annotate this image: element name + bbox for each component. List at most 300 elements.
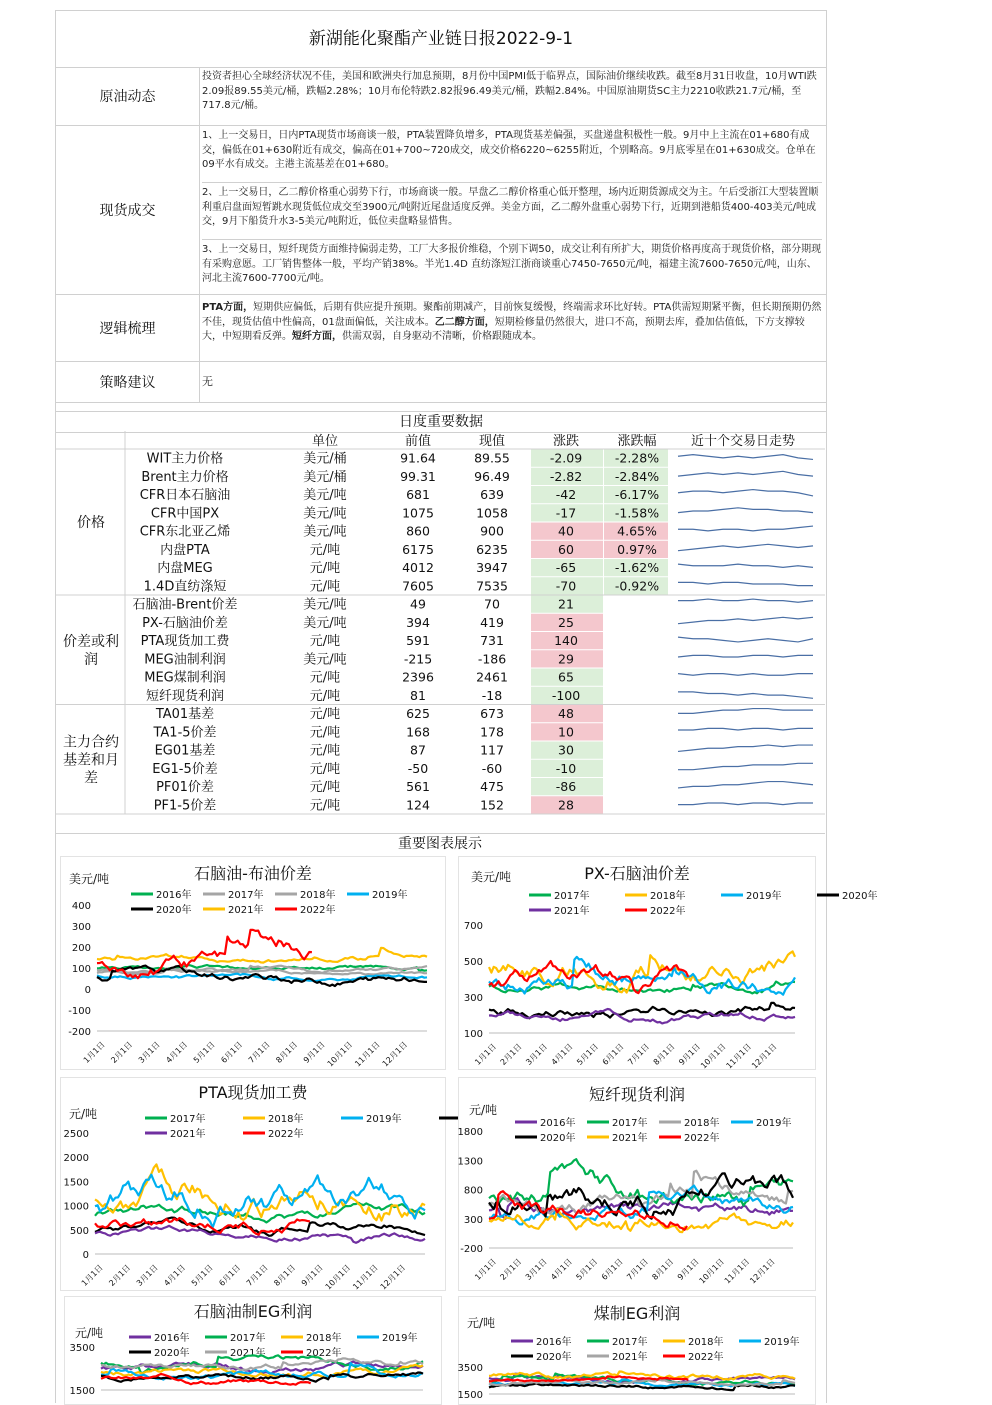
legend-label: 2019年: [746, 891, 782, 902]
y-tick-label: -100: [68, 1006, 91, 1017]
row-unit: 美元/桶: [303, 451, 347, 467]
x-tick-label: 7月1日: [246, 1040, 272, 1065]
legend-label: 2022年: [300, 905, 336, 916]
row-name: EG1-5价差: [152, 761, 218, 777]
legend-label: 2016年: [540, 1118, 576, 1129]
x-tick-label: 12月1日: [378, 1263, 408, 1292]
y-tick-label: 3500: [69, 1343, 95, 1354]
table-row: [152, 723, 813, 740]
legend-label: 2021年: [170, 1129, 206, 1140]
row-unit: 美元/吨: [303, 615, 347, 631]
table-row: [132, 596, 813, 613]
legend-label: 2022年: [268, 1129, 304, 1140]
row-trend-sparkline: [678, 455, 813, 460]
row-name: 1.4D直纺涤短: [143, 579, 227, 595]
x-tick-label: 8月1日: [272, 1263, 298, 1288]
legend-label: 2020年: [842, 891, 878, 902]
row-change: -86: [555, 779, 577, 794]
group-label: 主力合约: [63, 734, 119, 751]
table-header-3: 涨跌: [552, 434, 580, 449]
row-prev-value: 591: [406, 633, 430, 648]
row-change: 29: [558, 651, 574, 667]
row-unit: 元/吨: [309, 670, 341, 686]
chart-title: 煤制EG利润: [593, 1304, 681, 1323]
row-change: 140: [554, 633, 578, 648]
row-change-pct: -2.28%: [614, 450, 660, 466]
logic-text: PTA方面，短期供应偏低，后期有供应提升预期。聚酯前期减产，目前恢复缓慢，终端需求环比好转。PTA供需短期紧平衡，但长期预期仍然不佳，现货估值中性偏高，01盘面偏低，关注成本。乙二醇方面，短期检修量仍然很大，进口不高，预期去库，叠加估值低，下方支撑较大，中短期看反弹。短纤方面，供需双弱，自身驱动不清晰，价格跟随成本。: [202, 302, 822, 342]
row-prev-value: 561: [406, 779, 430, 794]
table-row: [160, 541, 813, 558]
row-current-value: 152: [480, 797, 504, 813]
row-current-value: 89.55: [474, 450, 510, 466]
y-tick-label: 100: [463, 1029, 483, 1040]
x-tick-label: 8月1日: [650, 1257, 676, 1282]
table-row: [154, 796, 813, 813]
legend-label: 2016年: [536, 1337, 572, 1348]
legend-label: 2019年: [764, 1337, 800, 1348]
y-tick-label: 500: [463, 957, 483, 968]
row-prev-value: 2396: [402, 669, 434, 685]
row-name: 短纤现货利润: [145, 688, 225, 704]
chart-title: PTA现货加工费: [198, 1083, 308, 1102]
row-name: PF01价差: [156, 780, 214, 795]
strategy-section: [56, 362, 826, 403]
x-tick-label: 5月1日: [575, 1042, 601, 1067]
row-change-pct: -1.58%: [614, 505, 660, 521]
legend-label: 2020年: [154, 1348, 190, 1359]
row-prev-value: 394: [406, 614, 430, 630]
x-tick-label: 6月1日: [219, 1040, 245, 1065]
y-tick-label: 300: [71, 922, 91, 933]
legend-label: 2018年: [684, 1118, 720, 1129]
row-name: Brent主力价格: [141, 469, 229, 485]
row-current-value: 475: [480, 779, 504, 794]
legend-label: 2021年: [228, 905, 264, 916]
row-current-value: 639: [480, 487, 504, 502]
strategy-label: 策略建议: [56, 362, 200, 402]
row-unit: 元/吨: [309, 725, 341, 741]
row-trend-sparkline: [678, 655, 813, 657]
legend-label: 2021年: [554, 906, 590, 917]
x-tick-label: 6月1日: [600, 1042, 626, 1067]
row-prev-value: 4012: [402, 560, 434, 575]
y-tick-label: 800: [463, 1185, 483, 1197]
y-tick-label: 700: [463, 921, 483, 932]
legend-label: 2018年: [650, 891, 686, 902]
y-tick-label: 1800: [457, 1127, 483, 1138]
row-prev-value: 81: [410, 687, 426, 703]
crude-label: 原油动态: [56, 67, 200, 125]
row-change: 28: [558, 797, 574, 813]
chart-y-unit: 美元/吨: [69, 872, 110, 886]
report-title: 新湖能化聚酯产业链日报2022-9-1: [56, 10, 826, 68]
row-unit: 美元/吨: [303, 652, 347, 668]
table-row: [155, 742, 813, 759]
legend-label: 2017年: [612, 1118, 648, 1129]
px-naphtha-spread-chart: [458, 856, 878, 1071]
x-tick-label: 4月1日: [162, 1263, 188, 1288]
x-tick-label: 1月1日: [473, 1257, 499, 1282]
x-tick-label: 5月1日: [191, 1040, 217, 1065]
row-name: MEG煤制利润: [144, 670, 226, 686]
chart-title: PX-石脑油价差: [584, 864, 690, 883]
x-tick-label: 4月1日: [164, 1040, 190, 1065]
row-trend-sparkline: [678, 782, 813, 788]
row-prev-value: -215: [403, 651, 433, 667]
x-tick-label: 4月1日: [549, 1042, 575, 1067]
row-name: TA1-5价差: [153, 725, 217, 741]
row-change: 10: [558, 724, 574, 740]
x-tick-label: 11月1日: [351, 1263, 380, 1292]
crude-section: [56, 67, 826, 126]
x-tick-label: 9月1日: [677, 1042, 703, 1067]
y-tick-label: 300: [463, 993, 483, 1004]
row-current-value: 117: [480, 742, 504, 758]
row-trend-sparkline: [678, 745, 813, 751]
x-tick-label: 11月1日: [353, 1040, 382, 1069]
y-tick-label: 1500: [457, 1390, 483, 1401]
legend-label: 2022年: [688, 1352, 724, 1363]
row-change: 60: [558, 541, 574, 557]
x-tick-label: 7月1日: [244, 1263, 270, 1288]
legend-label: 2019年: [382, 1333, 418, 1344]
x-tick-label: 3月1日: [524, 1042, 550, 1067]
x-tick-label: 2月1日: [109, 1040, 135, 1065]
row-trend-sparkline: [678, 692, 813, 698]
legend-label: 2017年: [612, 1337, 648, 1348]
x-tick-label: 1月1日: [79, 1263, 105, 1288]
logic-label: 逻辑梳理: [56, 295, 200, 361]
legend-label: 2016年: [154, 1333, 190, 1344]
row-change: -100: [551, 687, 581, 703]
row-unit: 元/吨: [309, 743, 341, 759]
row-trend-sparkline: [678, 803, 813, 805]
legend-label: 2022年: [684, 1133, 720, 1144]
y-tick-label: 1000: [63, 1201, 89, 1213]
series-line: [489, 1209, 793, 1232]
coal-eg-profit-chart: [458, 1296, 816, 1405]
y-tick-label: 500: [69, 1225, 89, 1237]
row-change-pct: -2.84%: [614, 468, 660, 484]
row-name: MEG油制利润: [144, 652, 226, 668]
group-label: 价差或利: [63, 633, 119, 650]
spot-meg-text: 2、上一交易日，乙二醇价格重心弱势下行，市场商谈一般。早盘乙二醇价格重心低开整理，场内近期货源成交为主。午后受浙江大型装置顺利重启盘面短暂跳水现货低位成交至3900元/吨附近尾盘适度反弹。美金方面，乙二醇外盘重心弱势下行，近期到港船货400-403美元/吨成交，9月下船货升水3-5美元/吨附近，低位卖盘略显惜售。: [202, 183, 822, 240]
row-current-value: 2461: [476, 669, 508, 685]
legend-label: 2018年: [300, 890, 336, 901]
row-change: -2.09: [549, 450, 583, 466]
logic-section: [56, 295, 826, 362]
row-unit: 元/吨: [309, 561, 341, 576]
group-label: 润: [84, 651, 98, 668]
group-label: 基差和月: [63, 752, 119, 769]
row-change-pct: -6.17%: [614, 487, 660, 502]
row-current-value: -60: [481, 760, 503, 776]
chart-y-unit: 元/吨: [69, 1107, 98, 1121]
y-tick-label: 1500: [63, 1177, 89, 1189]
x-tick-label: 6月1日: [599, 1257, 625, 1282]
legend-label: 2021年: [612, 1352, 648, 1363]
row-name: 石脑油-Brent价差: [132, 597, 238, 613]
y-tick-label: 200: [71, 943, 91, 954]
row-unit: 元/吨: [309, 761, 341, 777]
x-tick-label: 5月1日: [189, 1263, 215, 1288]
row-name: 内盘PTA: [160, 542, 210, 558]
y-tick-label: 2000: [63, 1153, 89, 1165]
x-tick-label: 9月1日: [675, 1257, 701, 1282]
row-current-value: -18: [481, 687, 503, 703]
row-trend-sparkline: [678, 544, 813, 550]
x-tick-label: 6月1日: [217, 1263, 243, 1288]
row-name: TA01基差: [155, 707, 215, 722]
daily-data-table: [55, 431, 825, 817]
legend-label: 2017年: [170, 1114, 206, 1125]
x-tick-label: 10月1日: [325, 1040, 355, 1069]
series-line: [95, 1164, 425, 1220]
y-tick-label: 1500: [69, 1386, 95, 1397]
row-trend-sparkline: [678, 617, 813, 623]
y-tick-label: -200: [68, 1027, 91, 1038]
table-row: [144, 650, 813, 667]
x-tick-label: 9月1日: [301, 1040, 327, 1065]
legend-label: 2019年: [756, 1118, 792, 1129]
table-header-0: 单位: [311, 434, 339, 449]
y-tick-label: 100: [71, 964, 91, 975]
row-unit: 美元/吨: [303, 524, 347, 540]
row-prev-value: 7605: [402, 578, 434, 594]
row-name: CFR日本石脑油: [139, 488, 231, 503]
row-prev-value: 168: [406, 724, 430, 740]
row-unit: 美元/吨: [303, 506, 347, 522]
row-name: CFR中国PX: [150, 506, 220, 522]
row-prev-value: 49: [410, 596, 426, 612]
legend-label: 2020年: [464, 1114, 500, 1125]
row-unit: 元/吨: [309, 798, 341, 814]
charts-title: 重要图表展示: [55, 833, 825, 854]
row-trend-sparkline: [678, 582, 813, 585]
naphtha-brent-spread-chart: [60, 856, 446, 1070]
table-row: [141, 632, 813, 649]
table-header-5: 近十个交易日走势: [690, 434, 796, 449]
row-current-value: 3947: [476, 560, 508, 575]
legend-label: 2016年: [156, 890, 192, 901]
spot-pf-text: 3、上一交易日，短纤现货方面维持偏弱走势，工厂大多报价维稳，个别下调50，成交让利有所扩大，期货价格再度高于现货价格，部分期现有采购意愿。工厂销售整体一般，平均产销38%。半光1.4D 直纺涤短江浙商谈重心7450-7650元/吨，福建主流7600-7650元/吨，山东、河北主流7600-7700元/吨。: [202, 244, 822, 284]
row-current-value: 6235: [476, 541, 508, 557]
row-trend-sparkline: [678, 508, 813, 513]
row-prev-value: 124: [406, 797, 430, 813]
row-trend-sparkline: [678, 599, 813, 602]
row-trend-sparkline: [678, 637, 813, 642]
row-name: PTA现货加工费: [140, 634, 230, 649]
spot-pta-text: 1、上一交易日，日内PTA现货市场商谈一般，PTA装置降负增多，PTA现货基差偏强，买盘递盘积极性一般。9月中上主流在01+680有成交，偏低在01+630附近有成交，偏高在01+700~720成交，成交价格6220~6255附近，个别略高。9月底零星在01+630成交。仓单在09平水有成交。主港主流基差在01+680。: [202, 126, 822, 183]
y-tick-label: 0: [82, 1250, 89, 1261]
row-change: -17: [555, 505, 577, 521]
row-trend-sparkline: [678, 709, 813, 714]
row-change: -65: [555, 560, 577, 575]
legend-label: 2022年: [650, 906, 686, 917]
row-name: PF1-5价差: [153, 798, 217, 814]
x-tick-label: 7月1日: [626, 1042, 652, 1067]
row-trend-sparkline: [678, 674, 813, 676]
y-tick-label: 300: [463, 1214, 483, 1226]
legend-label: 2018年: [306, 1333, 342, 1344]
legend-label: 2021年: [612, 1133, 648, 1144]
legend-label: 2020年: [540, 1133, 576, 1144]
y-tick-label: 2500: [63, 1129, 89, 1140]
table-header-1: 前值: [404, 434, 432, 449]
legend-label: 2021年: [230, 1348, 266, 1359]
legend-label: 2019年: [366, 1114, 402, 1125]
row-prev-value: 87: [410, 742, 426, 758]
x-tick-label: 8月1日: [274, 1040, 300, 1065]
x-tick-label: 1月1日: [81, 1040, 107, 1065]
row-name: EG01基差: [154, 743, 216, 759]
row-current-value: -186: [477, 651, 507, 667]
crude-text: 投资者担心全球经济状况不佳，美国和欧洲央行加息预期，8月份中国PMI低于临界点，国际油价继续收跌。截至8月31日收盘，10月WTI跌2.09报89.55美元/桶，跌幅2.28%；10月布伦特跌2.82报96.49美元/桶，跌幅2.84%。中国原油期货SC主力2210收跌21.7元/桶，至717.8元/桶。: [202, 71, 817, 111]
row-prev-value: 91.64: [400, 450, 436, 466]
y-tick-label: 1300: [457, 1156, 483, 1168]
table-row: [147, 450, 813, 467]
row-current-value: 70: [484, 596, 500, 612]
series-line: [97, 948, 427, 963]
y-tick-label: 400: [71, 901, 91, 912]
row-change: 40: [558, 523, 574, 539]
row-prev-value: -50: [407, 760, 429, 776]
x-tick-label: 11月1日: [722, 1257, 752, 1286]
x-tick-label: 7月1日: [625, 1257, 651, 1282]
x-tick-label: 2月1日: [498, 1257, 524, 1282]
row-change: 21: [558, 596, 574, 612]
row-change: 30: [558, 742, 574, 758]
chart-title: 石脑油-布油价差: [194, 864, 312, 883]
table-row: [142, 614, 813, 631]
x-tick-label: 3月1日: [134, 1263, 160, 1288]
row-change: -10: [555, 760, 577, 776]
legend-label: 2020年: [156, 905, 192, 916]
pf-spot-profit-chart: [458, 1077, 816, 1291]
table-row: [157, 559, 813, 576]
y-tick-label: -200: [460, 1244, 483, 1255]
row-unit: 元/吨: [309, 688, 341, 704]
row-trend-sparkline: [678, 471, 813, 476]
x-tick-label: 2月1日: [498, 1042, 524, 1067]
row-unit: 美元/桶: [303, 469, 347, 485]
legend-label: 2017年: [230, 1333, 266, 1344]
row-unit: 美元/吨: [303, 488, 347, 503]
chart-y-unit: 元/吨: [469, 1103, 498, 1117]
spot-label: 现货成交: [56, 126, 200, 294]
table-row: [144, 669, 813, 686]
row-current-value: 673: [480, 706, 504, 721]
row-change: 25: [558, 614, 574, 630]
row-change-pct: -1.62%: [614, 560, 660, 575]
table-row: [152, 760, 813, 777]
row-change: 65: [558, 669, 574, 685]
table-row: [140, 523, 813, 540]
row-change-pct: 0.97%: [617, 541, 657, 557]
row-name: PX-石脑油价差: [142, 615, 228, 631]
row-prev-value: 99.31: [400, 468, 436, 484]
table-header-2: 现值: [478, 434, 506, 449]
x-tick-label: 12月1日: [750, 1042, 779, 1071]
row-prev-value: 860: [406, 523, 430, 539]
row-prev-value: 625: [406, 706, 430, 721]
daily-data-title: 日度重要数据: [56, 411, 826, 433]
table-row: [141, 468, 813, 485]
spot-section: [56, 126, 826, 295]
x-tick-label: 3月1日: [523, 1257, 549, 1282]
y-tick-label: 3500: [457, 1363, 483, 1374]
row-current-value: 7535: [476, 578, 508, 594]
y-tick-label: 0: [84, 985, 91, 996]
legend-label: 2019年: [372, 890, 408, 901]
row-trend-sparkline: [678, 526, 813, 531]
row-trend-sparkline: [678, 490, 813, 496]
table-row: [155, 705, 813, 722]
chart-title: 短纤现货利润: [588, 1085, 686, 1104]
row-current-value: 96.49: [474, 468, 510, 484]
table-row: [151, 504, 813, 521]
row-unit: 元/吨: [309, 542, 341, 558]
x-tick-label: 9月1日: [299, 1263, 325, 1288]
row-unit: 元/吨: [309, 634, 341, 649]
row-change: 48: [558, 706, 574, 721]
row-trend-sparkline: [678, 763, 813, 769]
x-tick-label: 4月1日: [549, 1257, 575, 1282]
row-name: WIT主力价格: [146, 451, 224, 467]
table-header-4: 涨跌幅: [617, 434, 657, 449]
row-unit: 元/吨: [309, 707, 341, 722]
row-prev-value: 681: [406, 487, 430, 502]
x-tick-label: 8月1日: [651, 1042, 677, 1067]
row-current-value: 731: [480, 633, 504, 648]
chart-y-unit: 美元/吨: [471, 870, 512, 884]
group-label: 价格: [77, 515, 105, 531]
strategy-text: 无: [202, 375, 213, 388]
row-change: -42: [555, 487, 577, 502]
chart-y-unit: 元/吨: [467, 1316, 496, 1330]
legend-label: 2022年: [306, 1348, 342, 1359]
x-tick-label: 5月1日: [574, 1257, 600, 1282]
row-unit: 美元/吨: [303, 597, 347, 613]
table-row: [144, 577, 813, 594]
x-tick-label: 10月1日: [699, 1042, 728, 1071]
table-row: [140, 486, 813, 503]
legend-label: 2018年: [268, 1114, 304, 1125]
row-prev-value: 6175: [402, 541, 434, 557]
group-label: 差: [84, 770, 98, 787]
legend-label: 2018年: [688, 1337, 724, 1348]
legend-label: 2017年: [228, 890, 264, 901]
row-current-value: 1058: [476, 505, 508, 521]
row-change-pct: -0.92%: [614, 578, 660, 594]
row-change-pct: 4.65%: [617, 523, 657, 539]
x-tick-label: 12月1日: [380, 1040, 410, 1069]
x-tick-label: 11月1日: [724, 1042, 754, 1071]
table-row: [146, 687, 813, 704]
row-name: 内盘MEG: [157, 561, 213, 576]
row-current-value: 419: [480, 614, 504, 630]
row-current-value: 178: [480, 724, 504, 740]
row-current-value: 900: [480, 523, 504, 539]
x-tick-label: 3月1日: [136, 1040, 162, 1065]
chart-y-unit: 元/吨: [75, 1326, 104, 1340]
row-name: CFR东北亚乙烯: [139, 524, 231, 540]
x-tick-label: 10月1日: [697, 1257, 727, 1286]
x-tick-label: 1月1日: [473, 1042, 499, 1067]
legend-label: 2020年: [536, 1352, 572, 1363]
naphtha-eg-profit-chart: [64, 1296, 442, 1405]
row-change: -2.82: [549, 468, 583, 484]
